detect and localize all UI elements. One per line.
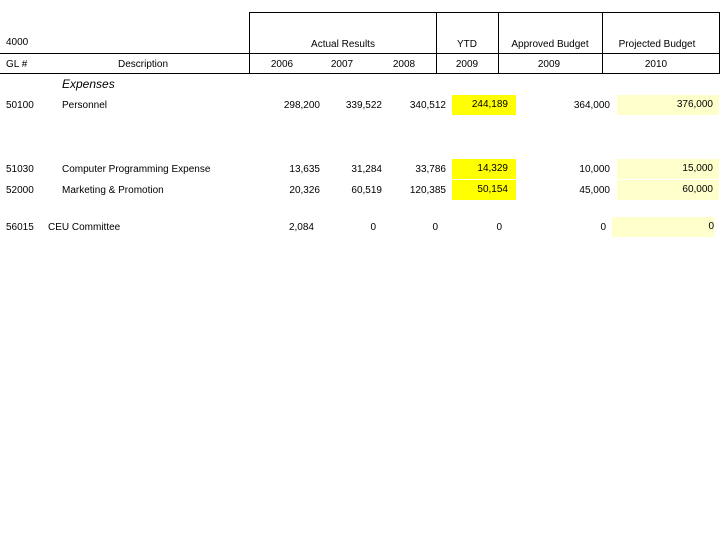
value-2007: 339,522 [345, 100, 382, 111]
year-ytd-header: 2009 [455, 59, 479, 70]
value-approved: 0 [600, 222, 606, 233]
description-column-header: Description [118, 59, 169, 70]
gl-code: 51030 [6, 164, 34, 175]
header-mid-line [0, 53, 720, 54]
year-2006-header: 2006 [270, 59, 294, 70]
year-2008-header: 2008 [392, 59, 416, 70]
value-ytd: 244,189 [452, 95, 516, 115]
value-2008: 0 [432, 222, 438, 233]
value-2008: 33,786 [415, 164, 446, 175]
approved-budget-header: Approved Budget [511, 39, 589, 50]
actual-results-header: Actual Results [311, 39, 375, 50]
row-description: Computer Programming Expense [62, 164, 211, 175]
header-divider-actual-left [249, 12, 250, 73]
value-projected: 60,000 [617, 180, 719, 200]
value-2007: 31,284 [351, 164, 382, 175]
header-top-line [249, 12, 720, 13]
value-approved: 10,000 [579, 164, 610, 175]
value-2007: 0 [370, 222, 376, 233]
value-ytd: 0 [496, 222, 502, 233]
value-2006: 20,326 [289, 185, 320, 196]
year-2007-header: 2007 [330, 59, 354, 70]
value-2008: 340,512 [409, 100, 446, 111]
value-2007: 60,519 [351, 185, 382, 196]
value-ytd: 50,154 [452, 180, 516, 200]
value-2006: 2,084 [288, 222, 314, 233]
value-ytd: 14,329 [452, 159, 516, 179]
row-description: CEU Committee [48, 222, 121, 233]
header-bottom-line [0, 73, 720, 74]
value-2006: 13,635 [289, 164, 320, 175]
row-description: Personnel [62, 100, 108, 111]
value-projected: 0 [612, 217, 714, 237]
gl-code: 50100 [6, 100, 34, 111]
value-approved: 364,000 [573, 100, 610, 111]
value-2008: 120,385 [409, 185, 446, 196]
value-2006: 298,200 [283, 100, 320, 111]
year-approved-header: 2009 [537, 59, 561, 70]
gl-code: 56015 [6, 222, 34, 233]
projected-budget-header: Projected Budget [618, 39, 696, 50]
dept-code: 4000 [6, 37, 29, 48]
value-projected: 15,000 [617, 159, 719, 179]
gl-code: 52000 [6, 185, 34, 196]
ytd-header: YTD [457, 39, 477, 50]
gl-column-header: GL # [6, 59, 28, 70]
row-description: Marketing & Promotion [62, 185, 164, 196]
value-projected: 376,000 [617, 95, 719, 115]
year-projected-header: 2010 [644, 59, 668, 70]
value-approved: 45,000 [579, 185, 610, 196]
section-title-expenses: Expenses [62, 77, 115, 91]
